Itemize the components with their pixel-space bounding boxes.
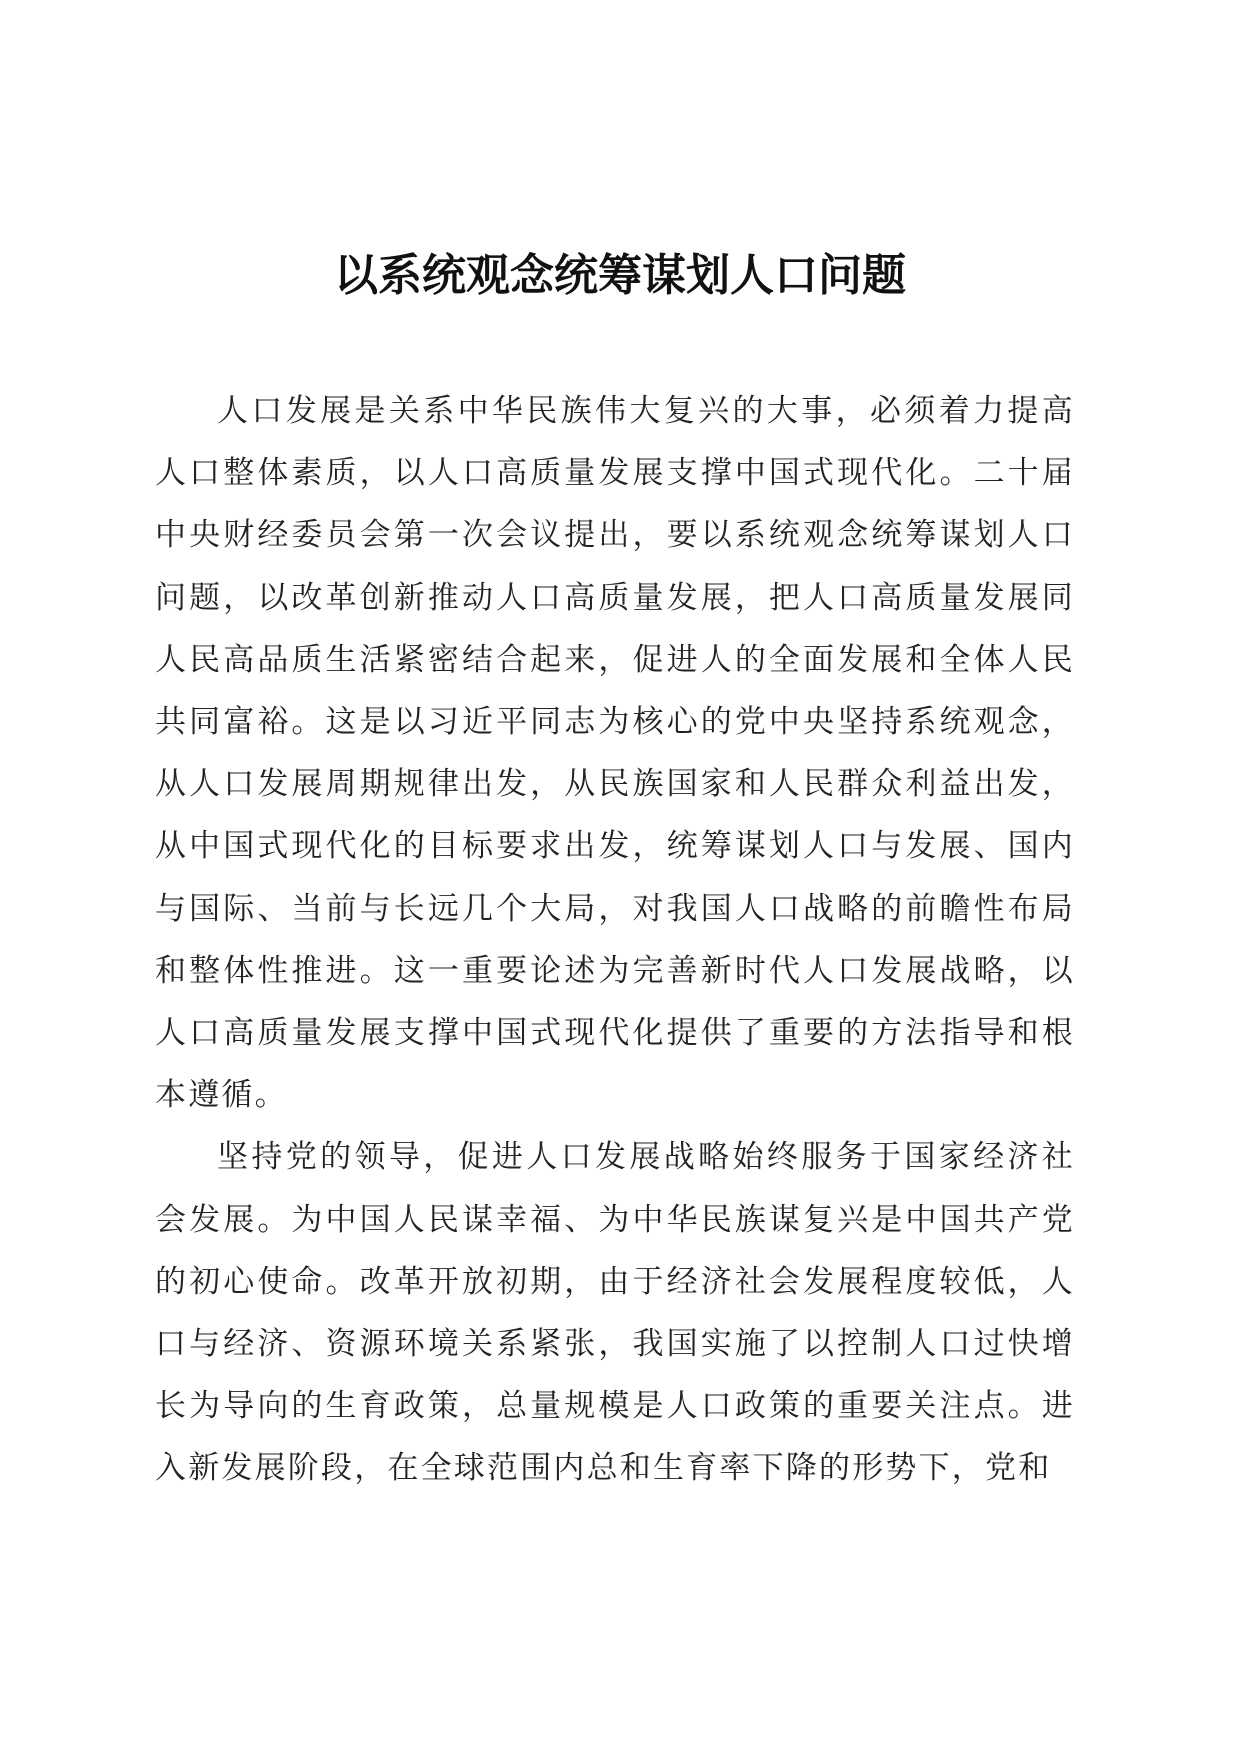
paragraph: 人口发展是关系中华民族伟大复兴的大事，必须着力提高人口整体素质，以人口高质量发展支撑中国式现代化。二十届中央财经委员会第一次会议提出，要以系统观念统筹谋划人口问题，以改革创新推动人口高质量发展，把人口高质量发展同人民高品质生活紧密结合起来，促进人的全面发展和全体人民共同富裕。这是以习近平同志为核心的党中央坚持系统观念，从人口发展周期规律出发，从民族国家和人民群众利益出发，从中国式现代化的目标要求出发，统筹谋划人口与发展、国内与国际、当前与长远几个大局，对我国人口战略的前瞻性布局和整体性推进。这一重要论述为完善新时代人口发展战略，以人口高质量发展支撑中国式现代化提供了重要的方法指导和根本遵循。: [155, 393, 1075, 1114]
document-body: [155, 380, 1075, 1500]
paragraph: 坚持党的领导，促进人口发展战略始终服务于国家经济社会发展。为中国人民谋幸福、为中华民族谋复兴是中国共产党的初心使命。改革开放初期，由于经济社会发展程度较低，人口与经济、资源环境关系紧张，我国实施了以控制人口过快增长为导向的生育政策，总量规模是人口政策的重要关注点。进入新发展阶段，在全球范围内总和生育率下降的形势下，党和: [155, 1139, 1075, 1487]
document-title: 以系统观念统筹谋划人口问题: [334, 250, 906, 301]
